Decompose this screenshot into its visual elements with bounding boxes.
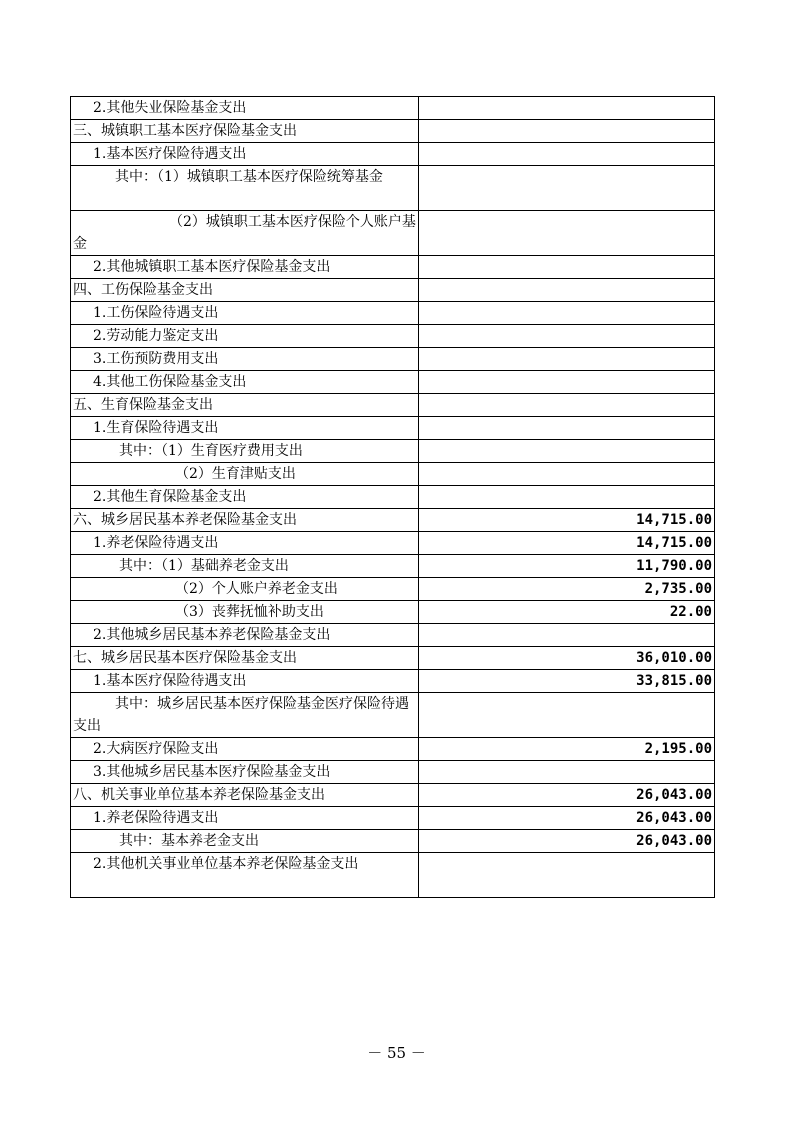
table-row	[71, 853, 715, 898]
row-amount	[419, 97, 715, 120]
row-label: 六、城乡居民基本养老保险基金支出	[71, 509, 419, 532]
row-label: 2.其他生育保险基金支出	[71, 486, 419, 509]
row-amount	[419, 624, 715, 647]
row-amount	[419, 463, 715, 486]
table-row	[71, 279, 715, 302]
row-label: （2）城镇职工基本医疗保险个人账户基金	[71, 211, 419, 256]
table-row	[71, 120, 715, 143]
row-amount: 33,815.00	[419, 670, 715, 693]
row-amount	[419, 394, 715, 417]
table-row	[71, 371, 715, 394]
row-label: 2.其他机关事业单位基本养老保险基金支出	[71, 853, 419, 898]
row-amount	[419, 256, 715, 279]
row-label: 1.生育保险待遇支出	[71, 417, 419, 440]
row-label: （3）丧葬抚恤补助支出	[71, 601, 419, 624]
table-row	[71, 440, 715, 463]
table-row	[71, 624, 715, 647]
table-row	[71, 463, 715, 486]
table-row	[71, 830, 715, 853]
row-amount	[419, 761, 715, 784]
row-amount	[419, 325, 715, 348]
table-row	[71, 670, 715, 693]
table-row	[71, 256, 715, 279]
row-amount	[419, 853, 715, 898]
row-amount	[419, 302, 715, 325]
row-label: 2.其他城乡居民基本养老保险基金支出	[71, 624, 419, 647]
table-row	[71, 738, 715, 761]
budget-table	[70, 96, 715, 898]
row-amount: 36,010.00	[419, 647, 715, 670]
table-row	[71, 601, 715, 624]
row-label: 2.其他城镇职工基本医疗保险基金支出	[71, 256, 419, 279]
row-label: 1.工伤保险待遇支出	[71, 302, 419, 325]
table-row	[71, 486, 715, 509]
row-amount	[419, 440, 715, 463]
row-label: （2）个人账户养老金支出	[71, 578, 419, 601]
row-label: 3.工伤预防费用支出	[71, 348, 419, 371]
table-row	[71, 348, 715, 371]
row-amount: 22.00	[419, 601, 715, 624]
table-row	[71, 166, 715, 211]
table-row	[71, 555, 715, 578]
row-amount: 26,043.00	[419, 807, 715, 830]
row-amount: 14,715.00	[419, 532, 715, 555]
table-row	[71, 784, 715, 807]
table-row	[71, 211, 715, 256]
table-row	[71, 647, 715, 670]
row-amount: 14,715.00	[419, 509, 715, 532]
row-label: （2）生育津贴支出	[71, 463, 419, 486]
row-label: 1.基本医疗保险待遇支出	[71, 143, 419, 166]
row-label: 四、工伤保险基金支出	[71, 279, 419, 302]
table-row	[71, 693, 715, 738]
row-amount: 26,043.00	[419, 830, 715, 853]
row-label: 2.大病医疗保险支出	[71, 738, 419, 761]
row-amount: 11,790.00	[419, 555, 715, 578]
table-row	[71, 807, 715, 830]
row-label: 八、机关事业单位基本养老保险基金支出	[71, 784, 419, 807]
row-amount	[419, 371, 715, 394]
table-row	[71, 143, 715, 166]
row-amount	[419, 120, 715, 143]
row-amount: 2,735.00	[419, 578, 715, 601]
table-row	[71, 394, 715, 417]
row-label: 1.养老保险待遇支出	[71, 532, 419, 555]
row-label: 三、城镇职工基本医疗保险基金支出	[71, 120, 419, 143]
table-row	[71, 761, 715, 784]
row-label: 其中：（1）基础养老金支出	[71, 555, 419, 578]
row-amount	[419, 211, 715, 256]
row-label: 2.劳动能力鉴定支出	[71, 325, 419, 348]
row-amount	[419, 693, 715, 738]
row-label: 4.其他工伤保险基金支出	[71, 371, 419, 394]
table-row	[71, 97, 715, 120]
table-row	[71, 325, 715, 348]
row-label: 五、生育保险基金支出	[71, 394, 419, 417]
row-amount: 2,195.00	[419, 738, 715, 761]
row-amount	[419, 348, 715, 371]
row-label: 其中：基本养老金支出	[71, 830, 419, 853]
row-label: 1.养老保险待遇支出	[71, 807, 419, 830]
row-label: 3.其他城乡居民基本医疗保险基金支出	[71, 761, 419, 784]
row-label: 其中：（1）生育医疗费用支出	[71, 440, 419, 463]
row-amount: 26,043.00	[419, 784, 715, 807]
table-row	[71, 578, 715, 601]
table-row	[71, 417, 715, 440]
row-amount	[419, 166, 715, 211]
table-row	[71, 532, 715, 555]
row-label: 2.其他失业保险基金支出	[71, 97, 419, 120]
row-label: 七、城乡居民基本医疗保险基金支出	[71, 647, 419, 670]
table-row	[71, 302, 715, 325]
row-label: 其中：城乡居民基本医疗保险基金医疗保险待遇支出	[71, 693, 419, 738]
row-amount	[419, 417, 715, 440]
row-amount	[419, 486, 715, 509]
row-amount	[419, 143, 715, 166]
row-amount	[419, 279, 715, 302]
page-number: － 55 －	[367, 1044, 426, 1062]
table-row	[71, 509, 715, 532]
row-label: 其中：（1）城镇职工基本医疗保险统筹基金	[71, 166, 419, 211]
row-label: 1.基本医疗保险待遇支出	[71, 670, 419, 693]
